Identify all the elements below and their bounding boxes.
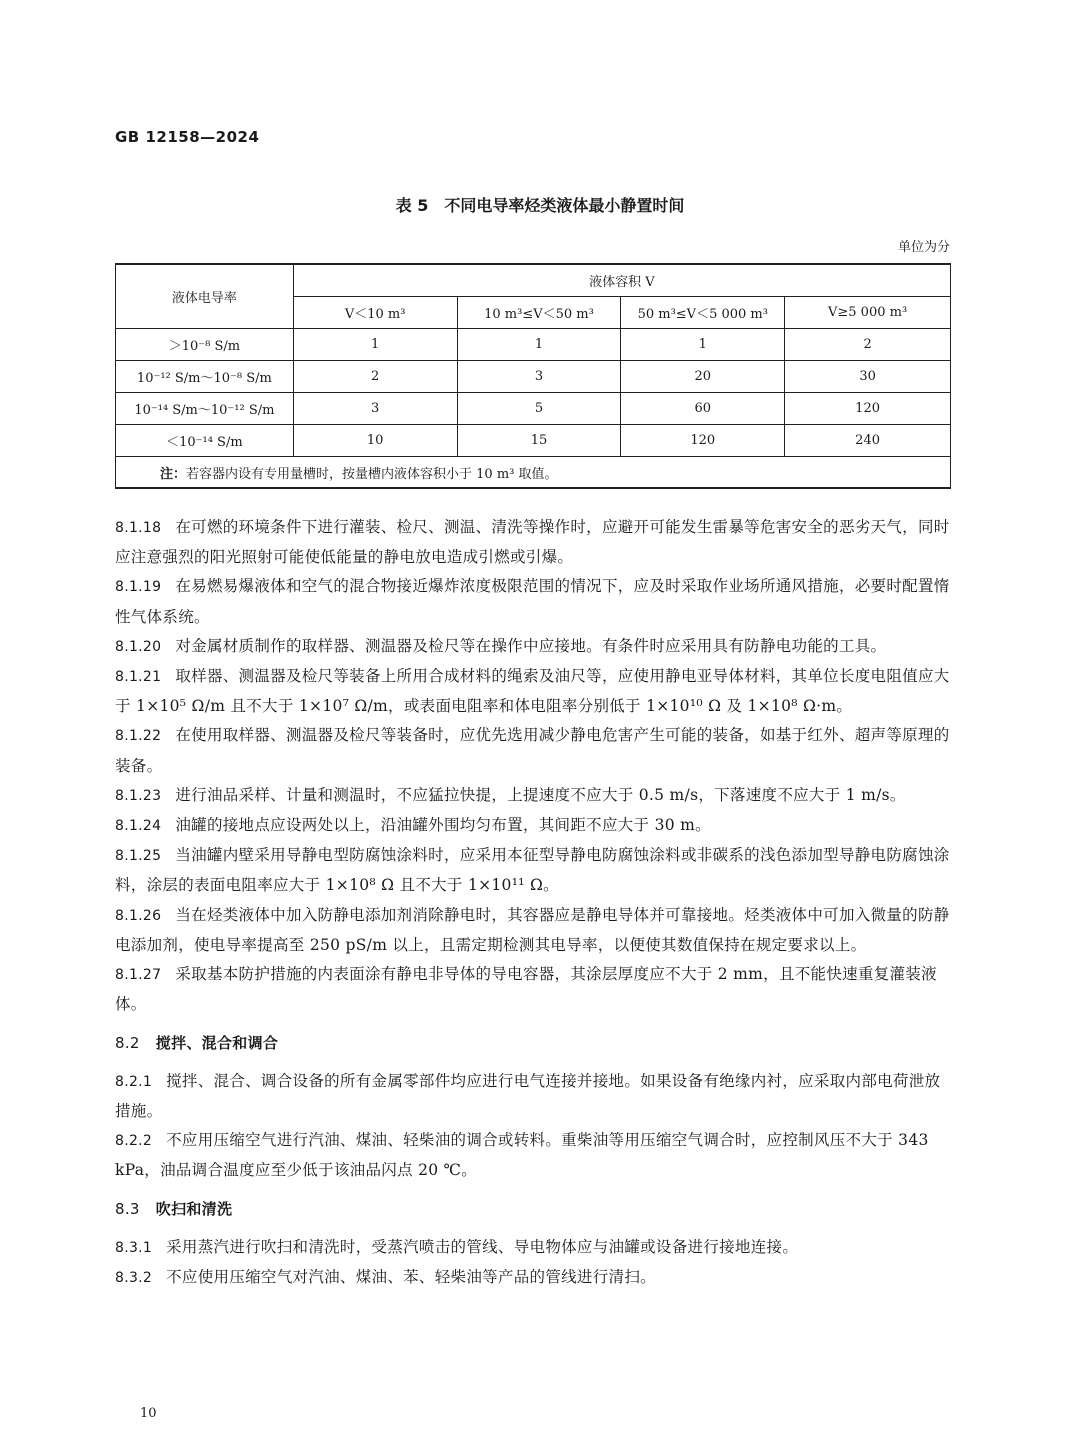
clause-8-1-25: [115, 841, 953, 900]
table-cell: 60: [621, 393, 785, 425]
clause-8-2-1: [115, 1067, 953, 1126]
table-cell: 1: [293, 329, 457, 361]
clause-text: 不应使用压缩空气对汽油、煤油、苯、轻柴油等产品的管线进行清扫。: [166, 1267, 656, 1286]
table-cell: 20: [621, 361, 785, 393]
clause-8-3-1: [115, 1233, 953, 1263]
clause-text: 在易燃易爆液体和空气的混合物接近爆炸浓度极限范围的情况下，应及时采取作业场所通风措施，必要时配置惰性气体系统。: [115, 577, 950, 626]
clause-number: 8.1.20: [115, 638, 162, 655]
page-number: 10: [140, 1406, 157, 1421]
unit-note: 单位为分: [897, 240, 950, 255]
row-label: 10⁻¹² S/m～10⁻⁸ S/m: [116, 361, 294, 393]
clause-8-1-26: [115, 901, 953, 960]
clause-8-1-22: [115, 721, 953, 780]
table-title: 表 5 不同电导率烃类液体最小静置时间: [395, 196, 685, 215]
clause-8-1-27: [115, 960, 953, 1019]
note-text: 若容器内设有专用量槽时，按量槽内液体容积小于 10 m³ 取值。: [186, 466, 558, 482]
table-cell: 3: [457, 361, 621, 393]
clause-text: 对金属材质制作的取样器、测温器及检尺等在操作中应接地。有条件时应采用具有防静电功能的工具。: [175, 636, 887, 655]
clause-text: 取样器、测温器及检尺等装备上所用合成材料的绳索及油尺等，应使用静电亚导体材料，其单位长度电阻值应大于 1×10⁵ Ω/m 且不大于 1×10⁷ Ω/m，或表面电阻率和体电阻率分别低于 1×10¹⁰ Ω 及 1×10⁸ Ω·m。: [115, 667, 950, 716]
clause-number: 8.3.2: [115, 1269, 153, 1286]
clause-number: 8.1.19: [115, 579, 162, 596]
column-header: 10 m³≤V＜50 m³: [457, 297, 621, 329]
row-label: ＞10⁻⁸ S/m: [116, 329, 294, 361]
column-header: 50 m³≤V＜5 000 m³: [621, 297, 785, 329]
standard-code: GB 12158—2024: [115, 128, 260, 146]
clause-8-1-20: [115, 632, 953, 662]
clause-text: 采用蒸汽进行吹扫和清洗时，受蒸汽喷击的管线、导电物体应与油罐或设备进行接地连接。: [166, 1237, 799, 1256]
clause-8-1-21: [115, 662, 953, 721]
section-number: 8.2: [115, 1034, 140, 1053]
table-note: [116, 457, 951, 489]
clause-text: 当在烃类液体中加入防静电添加剂消除静电时，其容器应是静电导体并可靠接地。烃类液体中可加入微量的防静电添加剂，使电导率提高至 250 pS/m 以上，且需定期检测其电导率，以便使其数值保持在规定要求以上。: [115, 905, 950, 954]
body-text: [115, 513, 953, 1293]
clause-8-3-2: [115, 1263, 953, 1293]
table-row: [116, 425, 951, 457]
clause-number: 8.1.22: [115, 728, 162, 745]
table-cell: 1: [457, 329, 621, 361]
clause-8-1-19: [115, 572, 953, 631]
clause-number: 8.1.23: [115, 787, 162, 804]
section-title: 搅拌、混合和调合: [155, 1034, 279, 1053]
note-label: 注：: [160, 466, 187, 482]
table-cell: 30: [785, 361, 951, 393]
clause-8-1-18: [115, 513, 953, 572]
column-header: V≥5 000 m³: [785, 297, 951, 329]
table-cell: 1: [621, 329, 785, 361]
table-row: [116, 329, 951, 361]
clause-text: 进行油品采样、计量和测温时，不应猛拉快提，上提速度不应大于 0.5 m/s，下落速度不应大于 1 m/s。: [175, 785, 906, 804]
clause-text: 不应用压缩空气进行汽油、煤油、轻柴油的调合或转料。重柴油等用压缩空气调合时，应控制风压不大于 343 kPa，油品调合温度应至少低于该油品闪点 20 ℃。: [115, 1131, 929, 1180]
row-label: 10⁻¹⁴ S/m～10⁻¹² S/m: [116, 393, 294, 425]
column-header: V＜10 m³: [293, 297, 457, 329]
table-cell: 240: [785, 425, 951, 457]
section-number: 8.3: [115, 1200, 140, 1219]
row-label: ＜10⁻¹⁴ S/m: [116, 425, 294, 457]
table-cell: 2: [293, 361, 457, 393]
clause-text: 搅拌、混合、调合设备的所有金属零部件均应进行电气连接并接地。如果设备有绝缘内衬，应采取内部电荷泄放措施。: [115, 1071, 941, 1120]
section-title: 吹扫和清洗: [155, 1200, 233, 1219]
table-row: [116, 361, 951, 393]
table-cell: 5: [457, 393, 621, 425]
table-cell: 3: [293, 393, 457, 425]
row-header: 液体电导率: [116, 264, 294, 329]
clause-number: 8.1.27: [115, 967, 162, 984]
clause-8-2-2: [115, 1126, 953, 1185]
clause-text: 当油罐内壁采用导静电型防腐蚀涂料时，应采用本征型导静电防腐蚀涂料或非碳系的浅色添加型导静电防腐蚀涂料，涂层的表面电阻率应大于 1×10⁸ Ω 且不大于 1×10¹¹ Ω。: [115, 846, 950, 895]
clause-number: 8.1.26: [115, 907, 162, 924]
table-cell: 10: [293, 425, 457, 457]
clause-text: 油罐的接地点应设两处以上，沿油罐外围均匀布置，其间距不应大于 30 m。: [175, 816, 711, 835]
clause-8-1-23: [115, 781, 953, 811]
clause-number: 8.2.1: [115, 1073, 153, 1090]
table-cell: 120: [621, 425, 785, 457]
table-cell: 120: [785, 393, 951, 425]
clause-text: 采取基本防护措施的内表面涂有静电非导体的导电容器，其涂层厚度应不大于 2 mm，且不能快速重复灌装液体。: [115, 965, 937, 1014]
clause-text: 在使用取样器、测温器及检尺等装备时，应优先选用减少静电危害产生可能的装备，如基于红外、超声等原理的装备。: [115, 726, 950, 775]
clause-number: 8.1.25: [115, 848, 162, 865]
clause-number: 8.2.2: [115, 1133, 153, 1150]
table-cell: 15: [457, 425, 621, 457]
table-cell: 2: [785, 329, 951, 361]
clause-number: 8.1.21: [115, 669, 162, 686]
clause-number: 8.3.1: [115, 1239, 153, 1256]
clause-8-1-24: [115, 811, 953, 841]
clause-number: 8.1.24: [115, 818, 162, 835]
clause-text: 在可燃的环境条件下进行灌装、检尺、测温、清洗等操作时，应避开可能发生雷暴等危害安全的恶劣天气，同时应注意强烈的阳光照射可能使低能量的静电放电造成引燃或引爆。: [115, 518, 950, 567]
table-row: [116, 393, 951, 425]
static-time-table: [115, 263, 951, 489]
clause-number: 8.1.18: [115, 520, 162, 536]
group-header: 液体容积 V: [293, 264, 950, 297]
section-heading-8-3: [115, 1195, 953, 1224]
section-heading-8-2: [115, 1029, 953, 1058]
